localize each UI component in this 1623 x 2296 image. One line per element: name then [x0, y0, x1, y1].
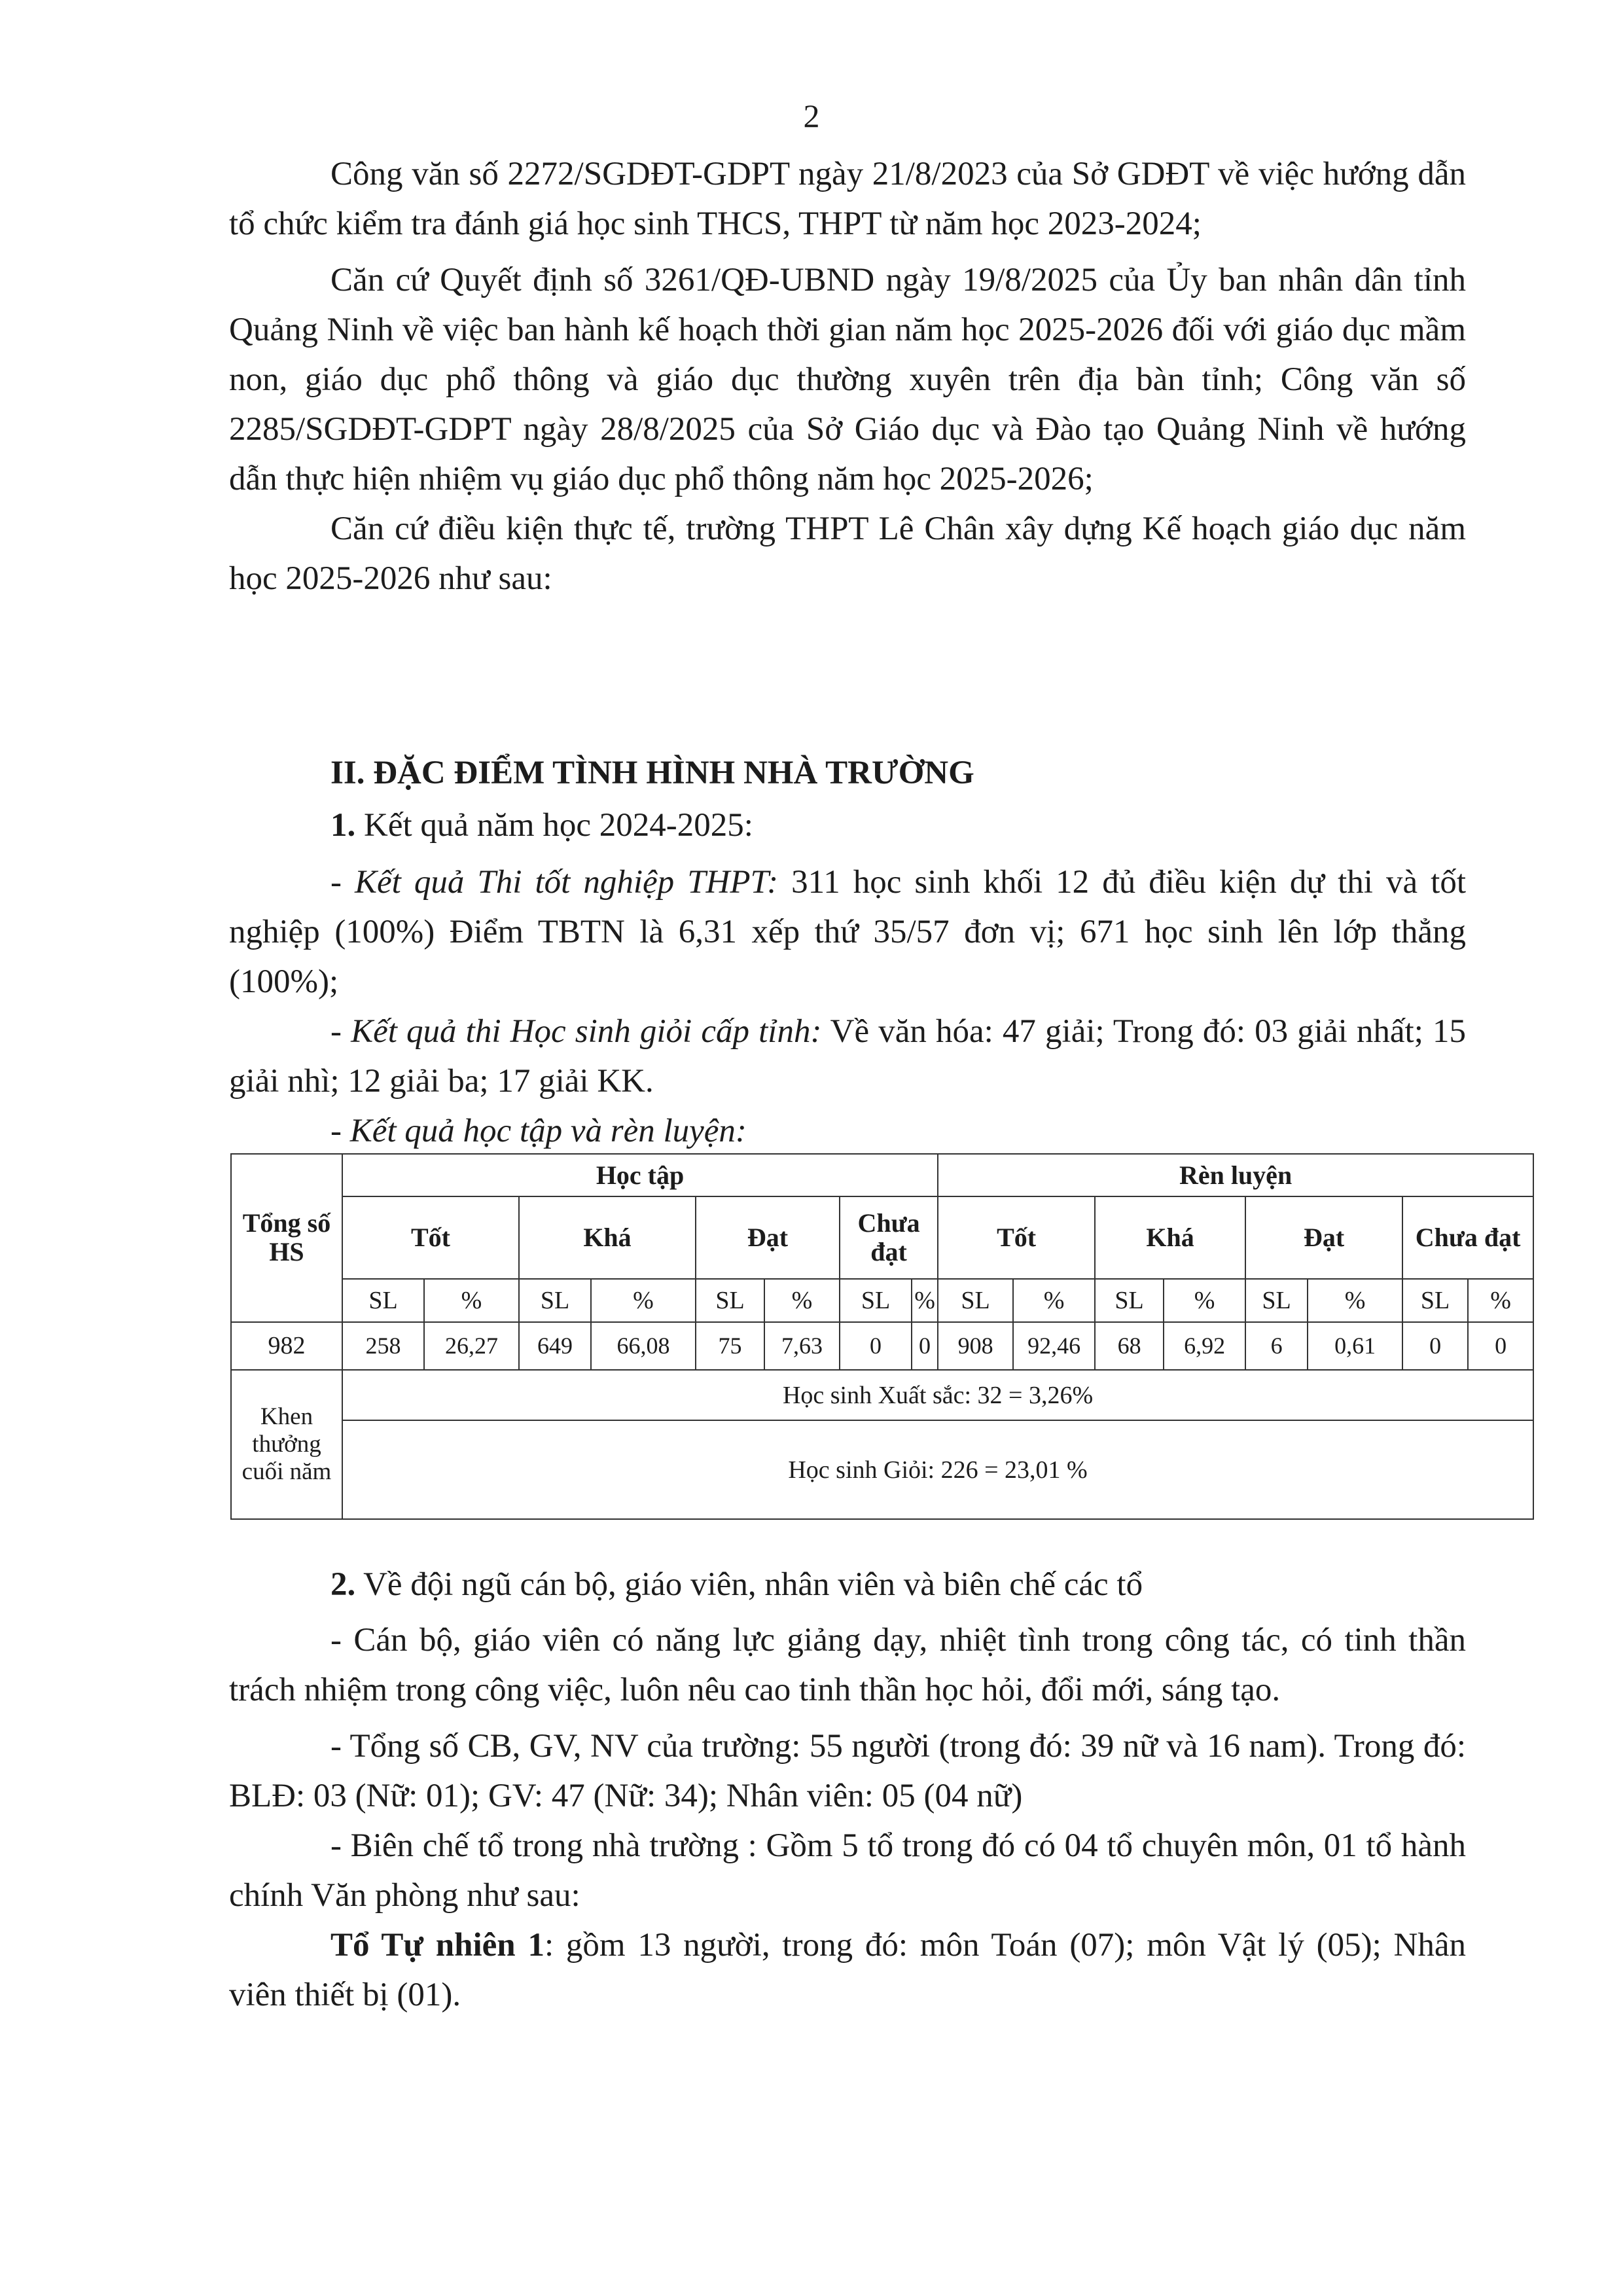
cell-ht-dat-sl: 75: [696, 1322, 764, 1370]
subsection-1-title: [330, 806, 753, 844]
cell-rl-chua-dat-sl: 0: [1402, 1322, 1468, 1370]
cell-rl-kha-sl: 68: [1095, 1322, 1164, 1370]
exam-results-text: 311 học sinh khối 12 đủ điều kiện dự thi và tốt nghiệp (100%) Điểm TBTN là 6,31 xếp thứ 35/57 đơn vị; 671 học sinh lên lớp thẳng (100%);: [229, 864, 1466, 1000]
hoc-tap-chua-dat-header: Chưa đạt: [840, 1196, 938, 1279]
sl-header: SL: [840, 1279, 912, 1321]
page-number: 2: [803, 98, 820, 134]
pct-header: %: [764, 1279, 840, 1321]
results-table: [230, 1153, 1534, 1520]
table-award-row-2: [231, 1420, 1533, 1519]
cell-ht-kha-pct: 66,08: [591, 1322, 696, 1370]
staff-section: [229, 1615, 1466, 2020]
cell-ht-chua-dat-sl: 0: [840, 1322, 912, 1370]
to-tu-nhien-text: : gồm 13 người, trong đó: môn Toán (07); môn Vật lý (05); Nhân viên thiết bị (01).: [229, 1927, 1466, 2013]
intro-paragraph-2: Căn cứ Quyết định số 3261/QĐ-UBND ngày 19/8/2025 của Ủy ban nhân dân tỉnh Quảng Ninh về việc ban hành kế hoạch thời gian năm học 2025-2026 đối với giáo dục mầm non, giáo dục phổ thông và giáo dục thường xuyên trên địa bàn tỉnh; Công văn số 2285/SGDĐT-GDPT ngày 28/8/2025 của Sở Giáo dục và Đào tạo Quảng Ninh về hướng dẫn thực hiện nhiệm vụ giáo dục phổ thông năm học 2025-2026;: [229, 262, 1466, 497]
intro-paragraph-1: Công văn số 2272/SGDĐT-GDPT ngày 21/8/2023 của Sở GDĐT về việc hướng dẫn tổ chức kiểm tra đánh giá học sinh THCS, THPT từ năm học 2023-2024;: [229, 156, 1466, 242]
cell-total: 982: [231, 1322, 342, 1370]
pct-header: %: [1164, 1279, 1245, 1321]
cell-rl-dat-pct: 0,61: [1308, 1322, 1402, 1370]
pct-header: %: [424, 1279, 519, 1321]
gioi-cell: Học sinh Giỏi: 226 = 23,01 %: [342, 1420, 1533, 1519]
table-header-row-2: [231, 1196, 1533, 1279]
table-caption-text: - Kết quả học tập và rèn luyện:: [330, 1113, 747, 1149]
table-header-row-1: [231, 1154, 1533, 1196]
sl-header: SL: [1402, 1279, 1468, 1321]
subsection-2-number: 2.: [330, 1566, 356, 1603]
cell-rl-tot-pct: 92,46: [1013, 1322, 1095, 1370]
gifted-results-paragraph: [229, 1007, 1466, 1106]
exam-results-paragraph: [229, 857, 1466, 1007]
staff-paragraph-3: - Biên chế tổ trong nhà trường : Gồm 5 tổ trong đó có 04 tổ chuyên môn, 01 tổ hành chính Văn phòng như sau:: [229, 1827, 1466, 1914]
sl-header: SL: [938, 1279, 1013, 1321]
cell-rl-dat-sl: 6: [1245, 1322, 1308, 1370]
staff-paragraph-4: [229, 1920, 1466, 2020]
cell-rl-chua-dat-pct: 0: [1468, 1322, 1533, 1370]
xuat-sac-cell: Học sinh Xuất sắc: 32 = 3,26%: [342, 1370, 1533, 1420]
cell-ht-kha-sl: 649: [519, 1322, 591, 1370]
intro-section: [229, 149, 1466, 603]
ren-luyen-dat-header: Đạt: [1245, 1196, 1402, 1279]
sl-header: SL: [342, 1279, 424, 1321]
pct-header: %: [1013, 1279, 1095, 1321]
sl-header: SL: [1095, 1279, 1164, 1321]
cell-rl-kha-pct: 6,92: [1164, 1322, 1245, 1370]
subsection-1-text: Kết quả năm học 2024-2025:: [355, 807, 753, 844]
ren-luyen-chua-dat-header: Chưa đạt: [1402, 1196, 1533, 1279]
table-award-row-1: [231, 1370, 1533, 1420]
staff-paragraph-2: - Tổng số CB, GV, NV của trường: 55 người (trong đó: 39 nữ và 16 nam). Trong đó: BLĐ: 03 (Nữ: 01); GV: 47 (Nữ: 34); Nhân viên: 05 (04 nữ): [229, 1728, 1466, 1814]
section-heading: II. ĐẶC ĐIỂM TÌNH HÌNH NHÀ TRƯỜNG: [330, 755, 974, 791]
pct-header: %: [1308, 1279, 1402, 1321]
hoc-tap-kha-header: Khá: [519, 1196, 696, 1279]
sl-header: SL: [696, 1279, 764, 1321]
total-students-header: Tổng số HS: [231, 1154, 342, 1322]
gifted-results-text: Về văn hóa: 47 giải; Trong đó: 03 giải nhất; 15 giải nhì; 12 giải ba; 17 giải KK.: [229, 1013, 1466, 1100]
table-caption: [229, 1106, 1466, 1156]
subsection-1-number: 1.: [330, 807, 356, 844]
staff-paragraph-1: - Cán bộ, giáo viên có năng lực giảng dạy, nhiệt tình trong công tác, có tinh thần trách nhiệm trong công việc, luôn nêu cao tinh thần học hỏi, đổi mới, sáng tạo.: [229, 1622, 1466, 1708]
sl-header: SL: [519, 1279, 591, 1321]
results-section: [229, 857, 1466, 1156]
intro-paragraph-3: Căn cứ điều kiện thực tế, trường THPT Lê Chân xây dựng Kế hoạch giáo dục năm học 2025-2026 như sau:: [229, 511, 1466, 597]
hoc-tap-tot-header: Tốt: [342, 1196, 519, 1279]
cell-ht-dat-pct: 7,63: [764, 1322, 840, 1370]
subsection-2-title: [330, 1566, 1143, 1604]
pct-header: %: [591, 1279, 696, 1321]
cell-ht-chua-dat-pct: 0: [912, 1322, 938, 1370]
subsection-2-text: Về đội ngũ cán bộ, giáo viên, nhân viên và biên chế các tổ: [355, 1566, 1143, 1603]
to-tu-nhien-label: Tổ Tự nhiên 1: [330, 1927, 544, 1964]
cell-ht-tot-sl: 258: [342, 1322, 424, 1370]
hoc-tap-header: Học tập: [342, 1154, 938, 1196]
gifted-results-label: - Kết quả thi Học sinh giỏi cấp tỉnh:: [330, 1013, 822, 1050]
khen-thuong-label: Khen thưởng cuối năm: [231, 1370, 342, 1519]
table-data-row: [231, 1322, 1533, 1370]
ren-luyen-header: Rèn luyện: [938, 1154, 1533, 1196]
ren-luyen-tot-header: Tốt: [938, 1196, 1095, 1279]
cell-rl-tot-sl: 908: [938, 1322, 1013, 1370]
sl-header: SL: [1245, 1279, 1308, 1321]
ren-luyen-kha-header: Khá: [1095, 1196, 1245, 1279]
pct-header: %: [1468, 1279, 1533, 1321]
table-header-row-3: [231, 1279, 1533, 1321]
cell-ht-tot-pct: 26,27: [424, 1322, 519, 1370]
exam-results-label: - Kết quả Thi tốt nghiệp THPT:: [330, 864, 779, 901]
pct-header: %: [912, 1279, 938, 1321]
hoc-tap-dat-header: Đạt: [696, 1196, 840, 1279]
